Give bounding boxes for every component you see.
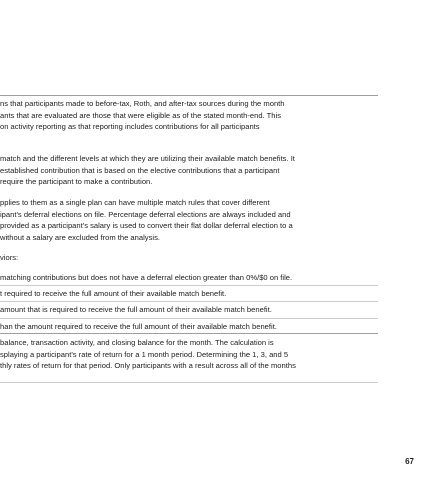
page-number: 67 [405,457,414,466]
row-divider [0,318,378,319]
paragraph-match-utilization [0,153,426,188]
section-divider-bottom [0,382,378,383]
behaviors-intro [0,252,426,264]
behavior-row: t required to receive the full amount of their available match benefit. [0,289,227,298]
text-line: viors: [0,253,19,262]
text-line: provided as a participant's salary is used to convert their flat dollar deferral election to a [0,221,293,230]
section-divider [0,333,378,334]
paragraph-contribution-summary [0,98,426,133]
section-divider-top [0,95,378,96]
text-line: ns that participants made to before-tax, Roth, and after-tax sources during the month [0,99,285,108]
text-line: require the participant to make a contribution. [0,177,153,186]
text-line: on activity reporting as that reporting includes contributions for all participants [0,122,260,131]
text-line: pplies to them as a single plan can have multiple match rules that cover different [0,198,270,207]
paragraph-rate-of-return [0,337,426,372]
text-line: splaying a participant's rate of return for a 1 month period. Determining the 1, 3, and 5 [0,349,289,359]
behavior-row: amount that is required to receive the full amount of their available match benefit. [0,305,272,314]
behavior-row: matching contributions but does not have a deferral election greater than 0%/$0 on file. [0,273,293,282]
row-divider [0,285,378,286]
text-line: match and the different levels at which they are utilizing their available match benefits. It [0,154,295,163]
text-line: ipant's deferral elections on file. Percentage deferral elections are always included and [0,209,291,219]
row-divider [0,301,378,302]
text-line: ants that are evaluated are those that were eligible as of the stated month-end. This [0,110,282,120]
text-line: without a salary are excluded from the analysis. [0,232,160,242]
paragraph-match-rules [0,197,426,243]
text-line: thly rates of return for that period. Only participants with a result across all of the months [0,361,296,370]
text-line: established contribution that is based on the elective contributions that a participant [0,165,280,175]
behavior-row: han the amount required to receive the full amount of their available match benefit. [0,322,277,331]
text-line: balance, transaction activity, and closing balance for the month. The calculation is [0,338,274,347]
